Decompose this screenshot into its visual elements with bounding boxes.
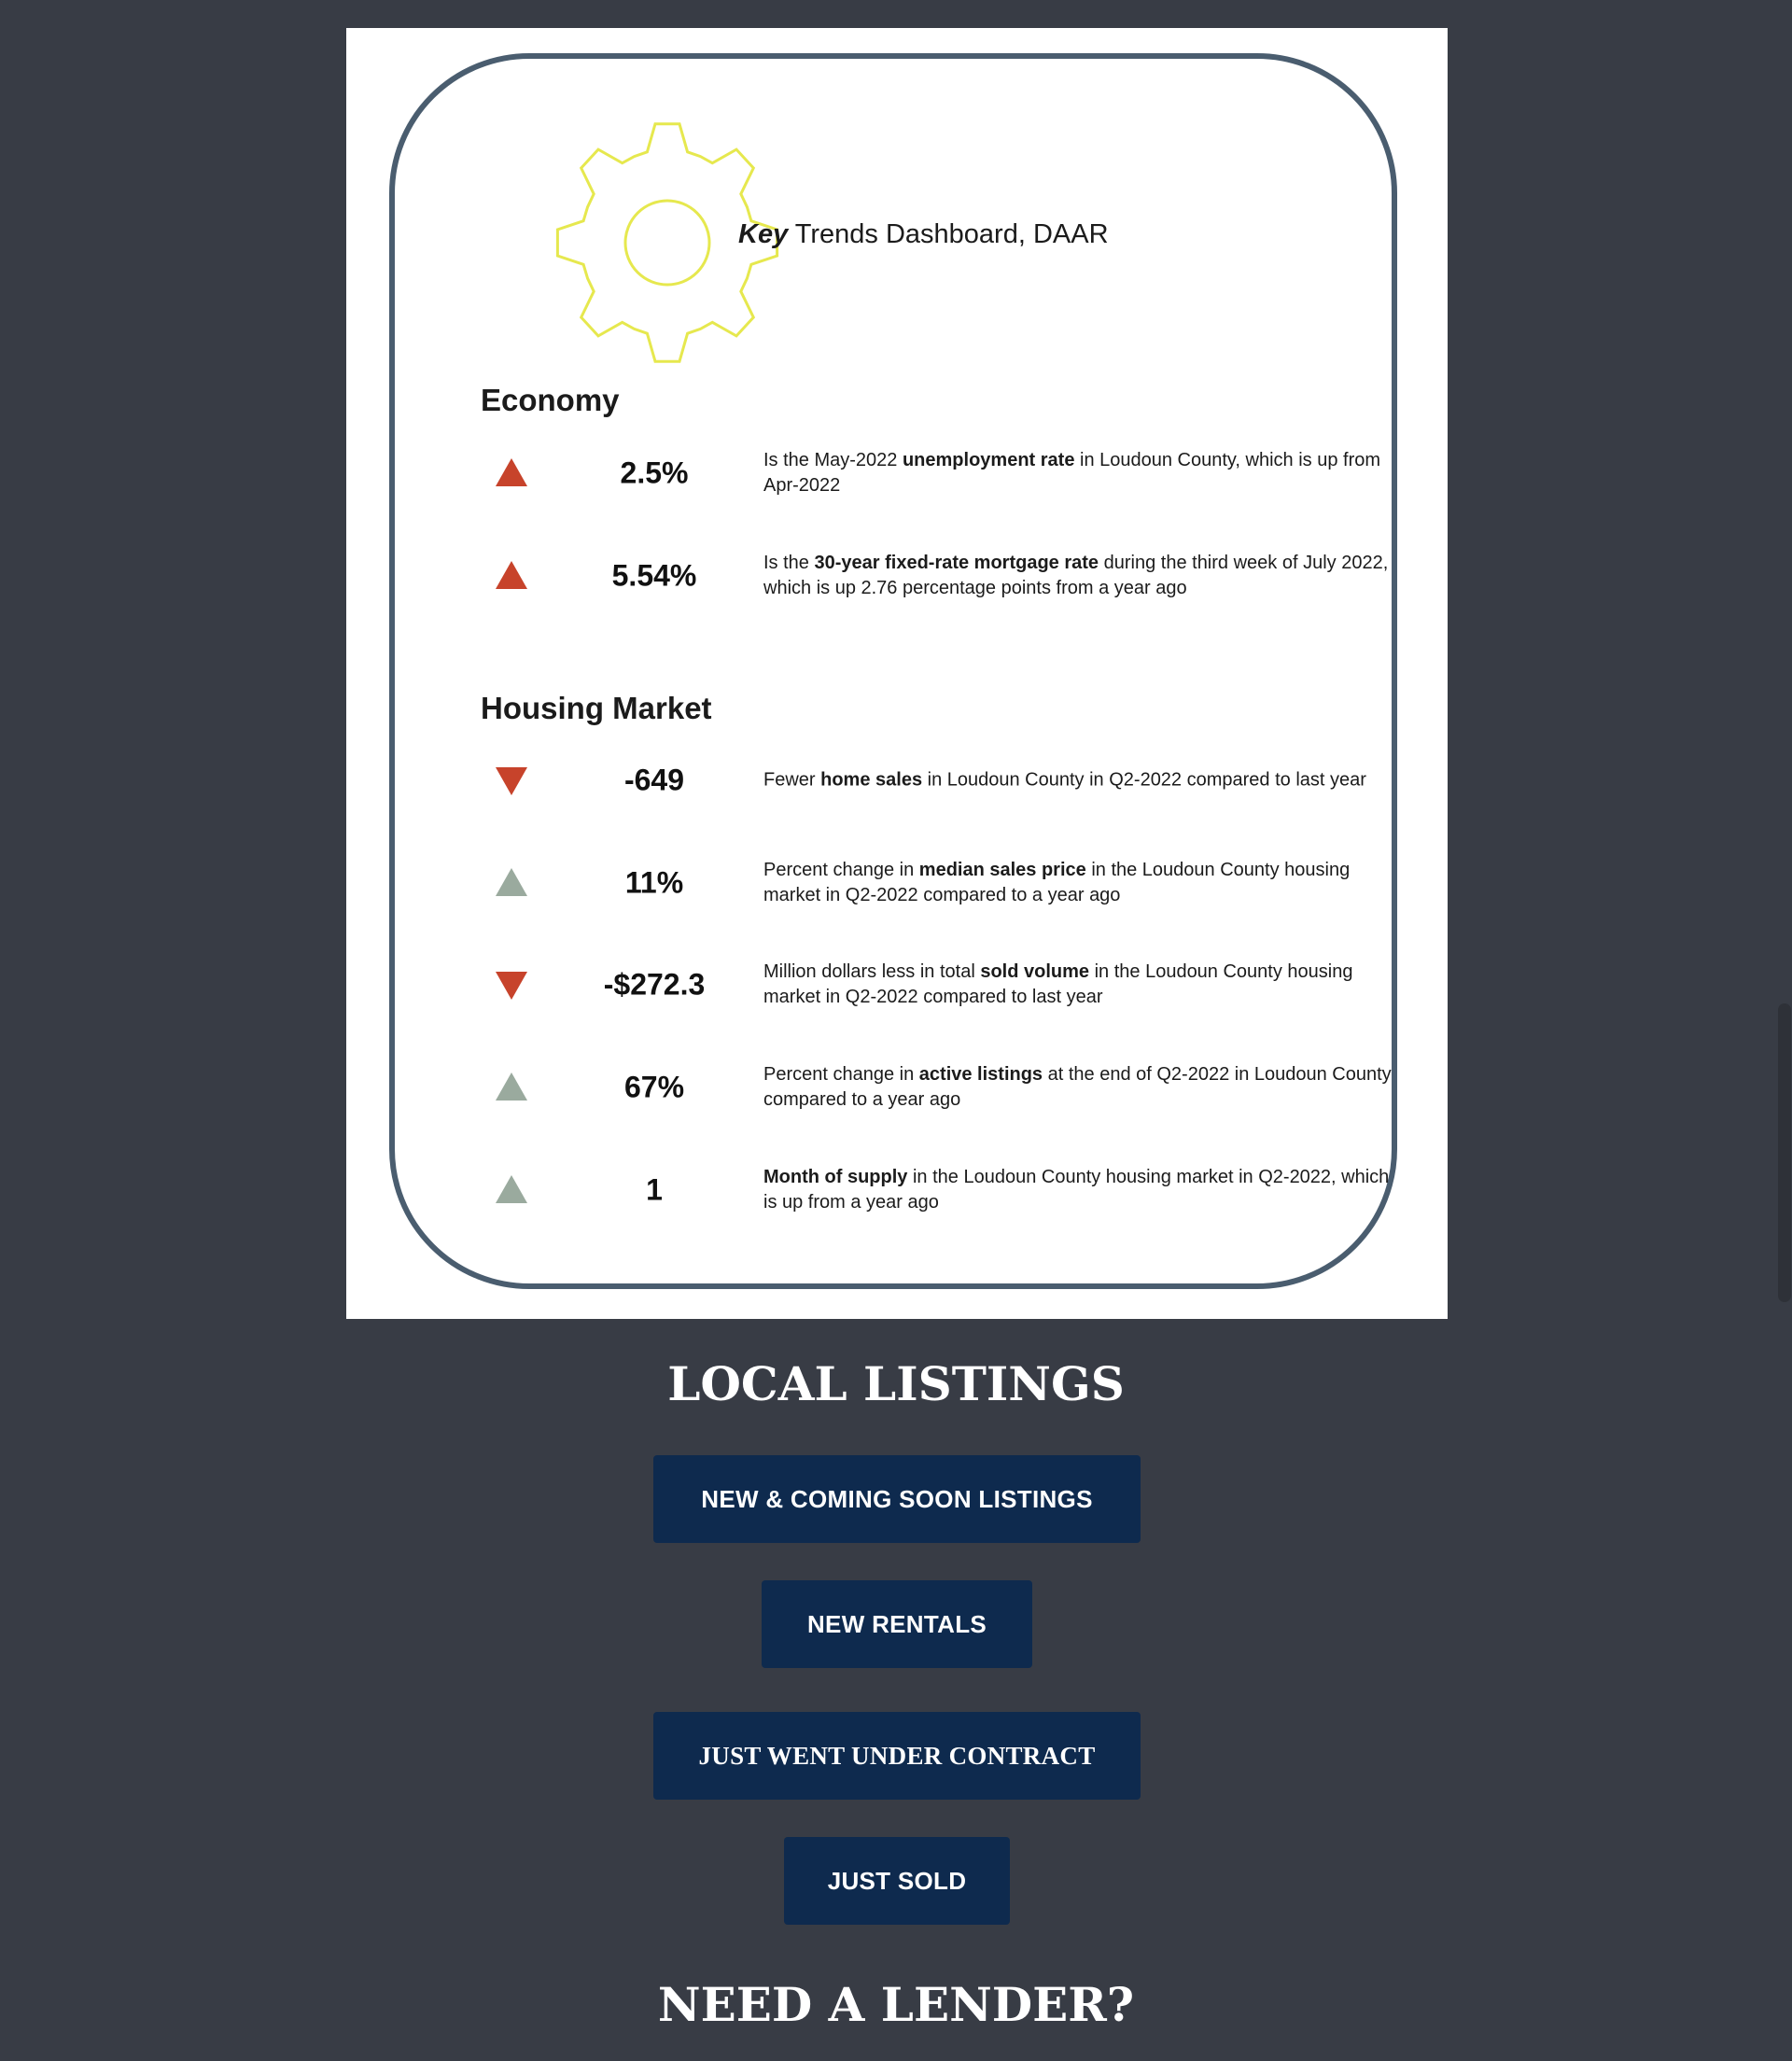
new-coming-soon-listings-button[interactable]: NEW & COMING SOON LISTINGS — [653, 1455, 1141, 1543]
metric-value: 5.54% — [611, 558, 697, 593]
trend-up-icon — [493, 1069, 530, 1106]
section-title-housing-market: Housing Market — [481, 691, 712, 725]
new-rentals-button[interactable]: NEW RENTALS — [762, 1580, 1032, 1668]
just-sold-button[interactable]: JUST SOLD — [784, 1837, 1010, 1925]
trend-up-icon — [493, 864, 530, 902]
metric-description: Million dollars less in total sold volume in the Loudoun County housing market in Q2-2022 compared to last year — [763, 961, 1353, 1007]
metric-description: Percent change in median sales price in the Loudoun County housing market in Q2-2022 compared to a year ago — [763, 860, 1351, 905]
trend-up-icon — [493, 557, 530, 595]
trend-down-icon — [493, 966, 530, 1003]
trend-down-icon — [493, 762, 530, 799]
key-trends-dashboard-image — [346, 28, 1448, 1319]
trend-up-icon — [493, 1171, 530, 1209]
metric-value: -$272.3 — [603, 967, 706, 1002]
section-title-economy: Economy — [481, 383, 620, 417]
dashboard-title-rest: Trends Dashboard, DAAR — [788, 219, 1109, 249]
metric-value: 11% — [624, 865, 684, 900]
metric-home-sales — [346, 743, 1448, 818]
page-scrollbar-thumb[interactable] — [1778, 1003, 1791, 1302]
metric-value: 1 — [646, 1172, 663, 1207]
local-listings-heading: LOCAL LISTINGS — [667, 1356, 1125, 1411]
metric-mortgage-rate — [346, 539, 1448, 613]
metric-sold-volume — [346, 947, 1448, 1022]
metric-description: Percent change in active listings at the end of Q2-2022 in Loudoun County compared to a year ago — [763, 1064, 1392, 1110]
metric-value: 67% — [623, 1070, 685, 1104]
metric-active-listings — [346, 1050, 1448, 1125]
dashboard-title — [738, 219, 1109, 250]
metric-value: 2.5% — [620, 456, 689, 490]
metric-unemployment-rate — [346, 436, 1448, 511]
metric-description: Month of supply in the Loudoun County housing market in Q2-2022, which is up from a year ago — [763, 1167, 1390, 1213]
just-went-under-contract-button[interactable]: JUST WENT UNDER CONTRACT — [653, 1712, 1141, 1800]
metric-value: -649 — [623, 763, 685, 797]
metric-median-sales-price — [346, 846, 1448, 920]
trend-up-icon — [493, 455, 530, 492]
metric-description: Fewer home sales in Loudoun County in Q2-2022 compared to last year — [763, 769, 1366, 791]
dashboard-title-emphasis: Key — [738, 219, 789, 249]
metric-description: Is the May-2022 unemployment rate in Loudoun County, which is up from Apr-2022 — [763, 450, 1381, 496]
need-a-lender-heading: NEED A LENDER? — [657, 1977, 1135, 2032]
metric-month-of-supply — [346, 1153, 1448, 1227]
metric-description: Is the 30-year fixed-rate mortgage rate during the third week of July 2022, which is up 2.76 percentage points from a year ago — [763, 553, 1389, 598]
